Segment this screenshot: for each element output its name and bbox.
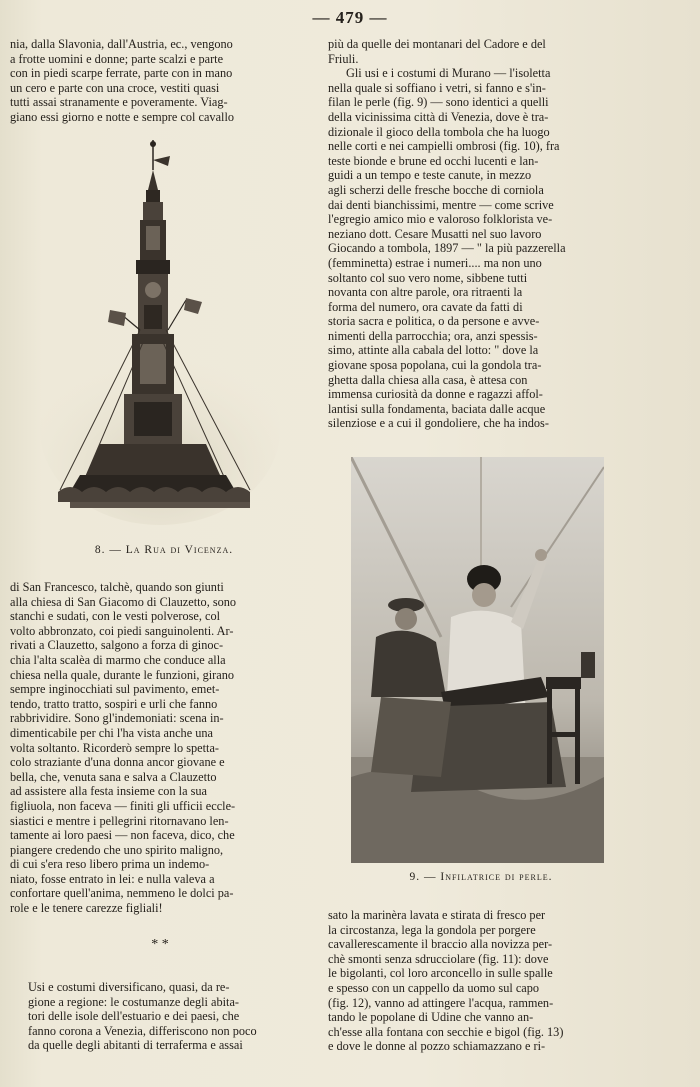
text-line: chiesa nella quale, durante le funzioni, girano — [10, 667, 234, 682]
text-line: (fig. 12), vanno ad attingere l'acqua, rammen- — [328, 995, 554, 1010]
text-line: Giocando a tombola, 1897 — " la più pazzerella — [328, 241, 566, 256]
text-line: dizionale il gioco della tombola che ha luogo — [328, 124, 550, 139]
text-line: Usi e costumi diversificano, quasi, da re- — [28, 980, 230, 994]
text-line: storia sacra e politica, o da persone e avve- — [328, 314, 540, 329]
text-line: nimenti della parrocchia; ora, anzi spessis- — [328, 328, 538, 343]
text-line: tori delle isole dell'estuario e dei paesi, che — [28, 1009, 240, 1024]
text-line: l'egregio amico mio e valoroso folklorista ve- — [328, 212, 553, 227]
text-line: le bigolanti, col loro arconcello in sulle spalle — [328, 966, 553, 981]
text-line: da quelle degli abitanti di terraferma e assai — [28, 1038, 243, 1053]
text-line: tando le popolane di Udine che vanno an- — [328, 1010, 534, 1025]
figure-9-infilatrice-di-perle — [351, 457, 604, 863]
text-line: filan le perle (fig. 9) — sono identici a quelli — [328, 95, 549, 110]
text-line: chè smonti senza sdrucciolare (fig. 11): dove — [328, 951, 549, 966]
text-line: colo straziante d'una donna ancor giovane e — [10, 755, 225, 770]
text-line: un cero e parte con una croce, vestiti quasi — [10, 80, 220, 95]
figure-8-caption: 8. — La Rua di Vicenza. — [94, 544, 234, 556]
text-line: giano essi giorno e notte e sempre col cavallo — [10, 109, 235, 124]
text-line: volta soltanto. Ricorderò sempre lo spetta- — [10, 740, 219, 755]
text-line: stanchi e sudati, con le vesti polverose, col — [10, 609, 221, 624]
text-line: gione a regione: le costumanze degli abita- — [28, 994, 240, 1009]
page-number: — 479 — — [312, 8, 388, 27]
text-line: simo, attinte alla cabala del lotto: " dove la — [328, 343, 539, 358]
section-separator: * * — [151, 937, 169, 952]
left-column-top-text — [10, 37, 318, 125]
text-line: novanta con altre parole, ora ritraenti la — [328, 285, 523, 300]
text-line: forma del numero, ora cavate da fatti di — [328, 299, 523, 314]
text-line: neziano dott. Cesare Musatti nel suo lavoro — [328, 226, 542, 241]
figure-9-caption: 9. — Infilatrice di perle. — [409, 871, 553, 883]
text-line: e spesso con un cappello da uomo sul capo — [328, 980, 540, 995]
text-line: bella, che, venuta sana e salva a Clauzetto — [10, 769, 217, 784]
text-line: figliuola, non faceva — finiti gli ufficii eccle- — [10, 798, 236, 813]
text-line: cavallerescamente il braccio alla novizza per- — [328, 937, 553, 952]
left-column-bottom-text — [10, 980, 318, 1053]
text-line: guidi a un tempo e teste canute, in mezzo — [328, 168, 532, 183]
text-line: tendo, tratto tratto, sospiri e urli che fanno — [10, 696, 218, 711]
text-line: tutti assai stranamente e poveramente. Viag- — [10, 95, 228, 110]
text-line: di cui s'era reso libero prima un indemo- — [10, 857, 210, 872]
left-column-middle-text — [10, 580, 318, 916]
figure-8-rua-di-vicenza — [40, 130, 280, 525]
text-line: rivati a Clauzetto, salgono a forza di ginoc- — [10, 638, 224, 653]
text-line: nelle corti e nei campielli ombrosi (fig. 10), fra — [328, 139, 560, 154]
text-line: Gli usi e i costumi di Murano — l'isoletta — [346, 66, 551, 81]
text-line: ad assistere alla festa insieme con la sua — [10, 784, 208, 799]
text-line: nella quale si soffiano i vetri, si fanno e s'in- — [328, 80, 546, 95]
text-line: siastici e mentre i pellegrini ritornavano len- — [10, 813, 229, 828]
pearl-stringer-photo — [351, 457, 604, 863]
text-line: di San Francesco, talchè, quando son giunti — [10, 580, 224, 594]
text-line: (femminetta) estrae i numeri.... ma non uno — [328, 255, 542, 270]
text-line: lantisi sulla fondamenta, baciata dalle acque — [328, 401, 546, 416]
text-line: niato, fosse entrato in lei: e nulla valeva a — [10, 871, 215, 886]
text-line: tamente ai loro paesi — non faceva, dico, che — [10, 828, 235, 843]
text-line: ghetta dalla chiesa alla casa, è attesa con — [328, 372, 528, 387]
text-line: chia l'alta scalèa di marmo che conduce alla — [10, 652, 226, 667]
text-line: la circostanza, lega la gondola per porgere — [328, 922, 536, 937]
text-line: piangere credendo che uno spirito maligno, — [10, 842, 224, 857]
text-line: alla chiesa di San Giacomo di Clauzetto, sono — [10, 594, 237, 609]
text-line: con in piedi scarpe ferrate, parte con in mano — [10, 66, 233, 81]
text-line: nia, dalla Slavonia, dall'Austria, ec., vengono — [10, 37, 233, 51]
text-line: agli scherzi delle fresche bocche di corniola — [328, 182, 544, 197]
right-column-top-text — [328, 37, 634, 431]
text-line: ch'esse alla fontana con secchie e bigol (fig. 13) — [328, 1024, 564, 1039]
rua-tower-illustration — [40, 130, 280, 525]
text-line: soltanto col suo vero nome, sibbene tutti — [328, 270, 528, 285]
text-line: silenziose e a cui il gondoliere, che ha indos- — [328, 416, 549, 431]
text-line: più da quelle dei montanari del Cadore e del — [328, 37, 546, 51]
text-line: volto abbronzato, coi piedi sanguinolenti. Ar- — [10, 623, 234, 638]
text-line: confortare quell'anima, nemmeno le dolci pa- — [10, 886, 234, 901]
text-line: fanno corona a Venezia, differiscono non poco — [28, 1023, 257, 1038]
right-column-bottom-text — [328, 908, 634, 1054]
text-line: sato la marinèra lavata e stirata di fresco per — [328, 908, 546, 922]
text-line: teste bionde e brune ed occhi lucenti e lan- — [328, 153, 539, 168]
text-line: giovane sposa popolana, cui la gondola tra- — [328, 358, 542, 373]
text-line: a frotte uomini e donne; parte scalzi e parte — [10, 51, 224, 66]
text-line: e dove le donne al pozzo schiamazzano e ri- — [328, 1039, 546, 1054]
text-line: Friuli. — [328, 51, 359, 66]
text-line: dai denti bianchissimi, mentre — come scrive — [328, 197, 554, 212]
text-line: rabbrividire. Sono gl'indemoniati: scena in- — [10, 711, 224, 726]
text-line: immensa curiosità da donne e ragazzi affol- — [328, 387, 543, 402]
text-line: della vicinissima città di Venezia, dove è tra- — [328, 109, 549, 124]
text-line: role e le tenere carezze figliali! — [10, 901, 163, 916]
text-line: sempre inginocchiati sul pavimento, emet- — [10, 682, 220, 697]
text-line: dimenticabile per chi l'ha vista anche una — [10, 725, 213, 740]
